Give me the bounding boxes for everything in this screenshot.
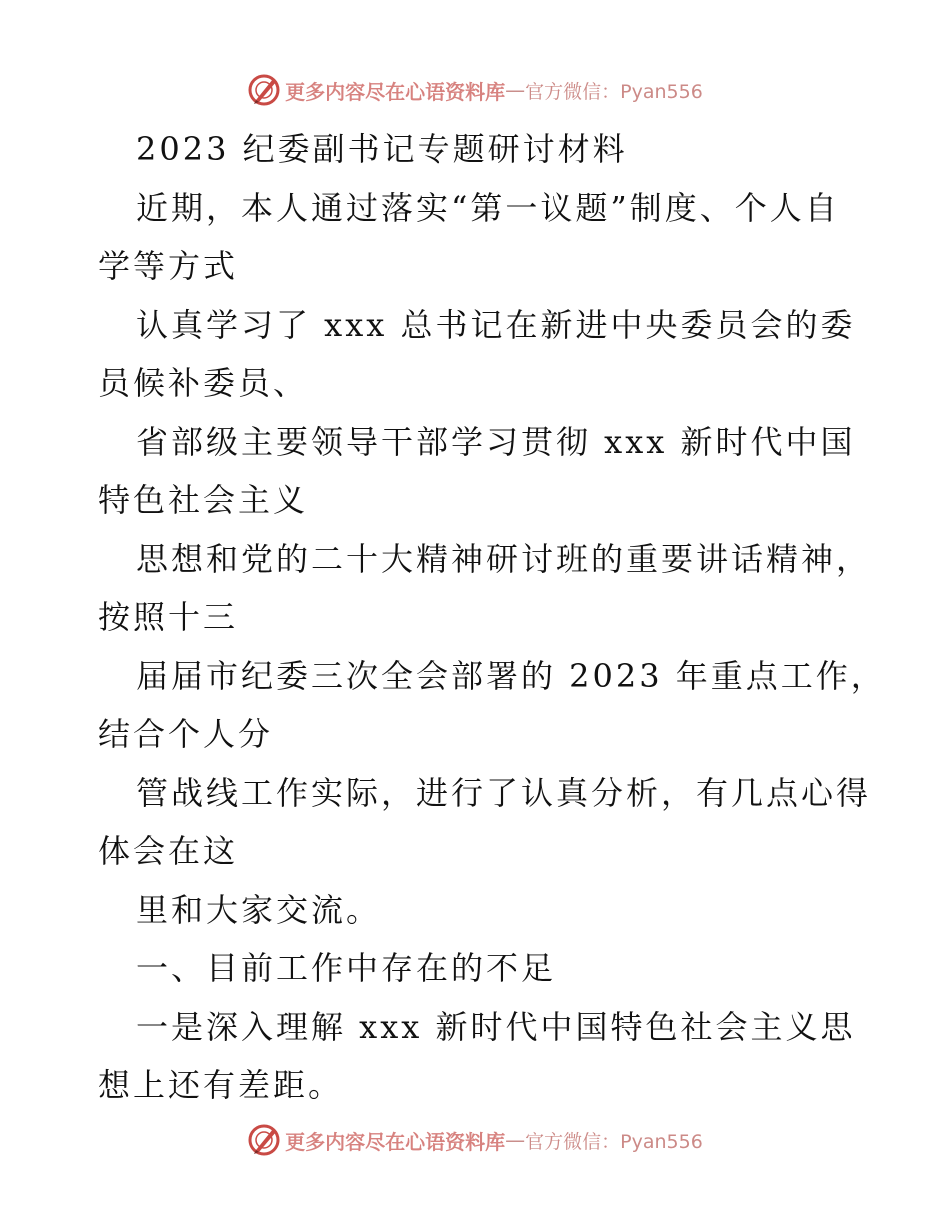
text-line: 员候补委员、 xyxy=(98,364,309,402)
text-line: 结合个人分 xyxy=(98,715,274,753)
pen-logo-icon xyxy=(247,73,281,107)
text-line: 省部级主要领导干部学习贯彻 xxx 新时代中国 xyxy=(136,422,856,461)
pen-logo-icon xyxy=(247,1123,281,1157)
text-line: 一、目前工作中存在的不足 xyxy=(136,949,557,987)
text-line: 想上还有差距。 xyxy=(98,1066,344,1104)
text-line: 届届市纪委三次全会部署的 2023 年重点工作， xyxy=(136,656,886,695)
text-line: 管战线工作实际，进行了认真分析，有几点心得 xyxy=(136,773,872,812)
text-line: 认真学习了 xxx 总书记在新进中央委员会的委 xyxy=(136,305,856,344)
text-line: 一是深入理解 xxx 新时代中国特色社会主义思 xyxy=(136,1007,856,1046)
text-line: 里和大家交流。 xyxy=(136,890,382,929)
watermark-text: 更多内容尽在心语资料库 xyxy=(285,1129,506,1154)
text-line: 特色社会主义 xyxy=(98,481,309,519)
watermark-contact: 官方微信：Pyan556 xyxy=(525,80,703,103)
document-title: 2023 纪委副书记专题研讨材料 xyxy=(136,130,628,168)
text-line: 按照十三 xyxy=(98,598,239,636)
text-line: 思想和党的二十大精神研讨班的重要讲话精神， xyxy=(136,539,872,578)
footer-watermark xyxy=(0,1120,950,1160)
text-line: 体会在这 xyxy=(98,832,239,870)
text-line: 近期，本人通过落实“第一议题”制度、个人自 xyxy=(136,188,840,227)
header-watermark xyxy=(0,70,950,110)
watermark-separator: — xyxy=(505,1128,526,1152)
watermark-contact: 官方微信：Pyan556 xyxy=(525,1130,703,1153)
watermark-text: 更多内容尽在心语资料库 xyxy=(285,79,506,104)
document-body xyxy=(98,120,886,1115)
text-line: 学等方式 xyxy=(98,247,239,285)
watermark-separator: — xyxy=(505,78,526,102)
